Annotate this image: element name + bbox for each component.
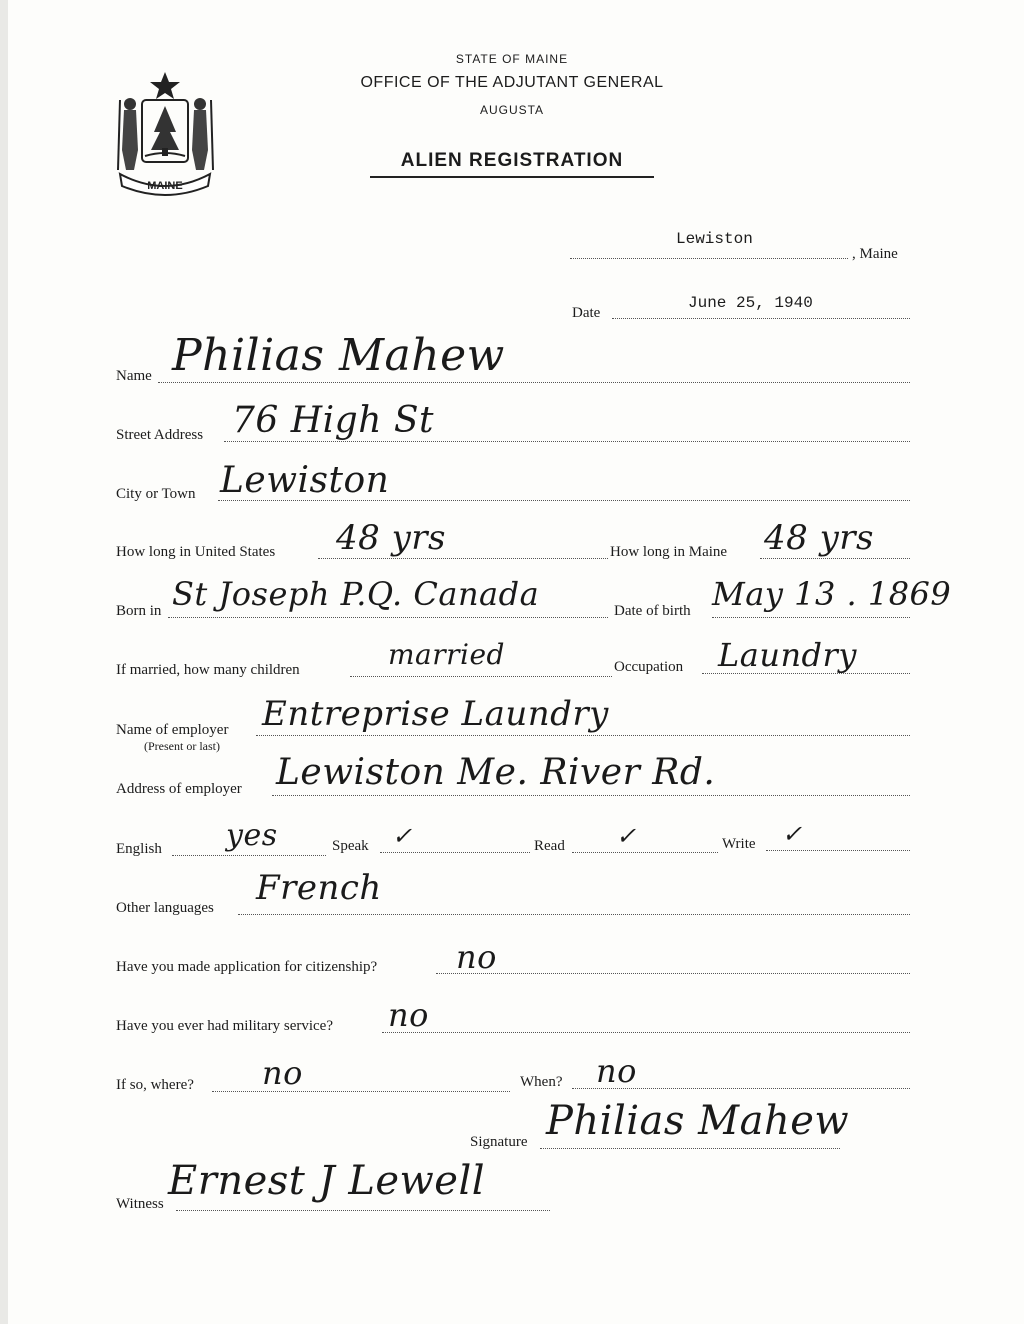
occupation-value: Laundry (718, 636, 857, 674)
children-label: If married, how many children (116, 662, 300, 678)
signature-value: Philias Mahew (546, 1098, 850, 1144)
citizenship-value: no (456, 938, 497, 976)
street-label: Street Address (116, 427, 204, 443)
born-value: St Joseph P.Q. Canada (172, 575, 540, 613)
when-label: When? (520, 1074, 563, 1090)
me-years-value: 48 yrs (764, 518, 874, 558)
employer-address-label: Address of employer (116, 781, 242, 797)
place-suffix: , Maine (852, 246, 898, 262)
children-value: married (388, 638, 505, 671)
read-line (572, 852, 718, 853)
other-languages-value: French (256, 868, 382, 908)
me-years-line (760, 558, 910, 559)
citizenship-line (436, 973, 910, 974)
speak-value: ✓ (392, 822, 413, 850)
military-value: no (388, 996, 429, 1034)
date-label: Date (572, 305, 601, 321)
children-line (350, 676, 612, 677)
born-line (168, 617, 608, 618)
occupation-label: Occupation (614, 659, 684, 675)
title-underline (370, 176, 654, 178)
english-line (172, 855, 326, 856)
read-label: Read (534, 838, 565, 854)
us-years-value: 48 yrs (336, 518, 446, 558)
street-value: 76 High St (232, 400, 434, 441)
city-heading: AUGUSTA (479, 103, 545, 117)
english-label: English (116, 841, 162, 857)
employer-sublabel: (Present or last) (144, 739, 220, 753)
employer-value: Entreprise Laundry (262, 694, 609, 734)
street-line (224, 441, 910, 442)
where-value: no (262, 1054, 303, 1092)
seal-text: MAINE (147, 180, 183, 192)
dob-line (712, 617, 910, 618)
witness-value: Ernest J Lewell (168, 1158, 486, 1204)
employer-label: Name of employer (116, 722, 229, 738)
employer-line (256, 735, 910, 736)
where-label: If so, where? (116, 1077, 194, 1093)
dob-value: May 13 . 1869 (712, 575, 952, 613)
when-line (572, 1088, 910, 1089)
us-years-label: How long in United States (116, 544, 276, 560)
speak-line (380, 852, 530, 853)
name-value: Philias Mahew (172, 330, 505, 381)
city-label: City or Town (116, 486, 196, 502)
english-value: yes (226, 818, 278, 853)
citizenship-label: Have you made application for citizenship? (116, 959, 378, 975)
witness-label: Witness (116, 1196, 164, 1212)
signature-line (540, 1148, 840, 1149)
write-label: Write (722, 836, 756, 852)
speak-label: Speak (332, 838, 369, 854)
signature-label: Signature (470, 1134, 528, 1150)
state-heading: STATE OF MAINE (455, 52, 569, 66)
city-line (218, 500, 910, 501)
employer-address-line (272, 795, 910, 796)
other-languages-line (238, 914, 910, 915)
us-years-line (318, 558, 608, 559)
place-line (570, 258, 848, 259)
name-label: Name (116, 368, 152, 384)
maine-state-seal (112, 70, 218, 198)
date-value: June 25, 1940 (688, 294, 813, 312)
when-value: no (596, 1052, 637, 1090)
occupation-line (702, 673, 910, 674)
place-value: Lewiston (676, 230, 753, 248)
other-languages-label: Other languages (116, 900, 214, 916)
name-line (158, 382, 910, 383)
write-value: ✓ (782, 820, 803, 848)
read-value: ✓ (616, 822, 637, 850)
where-line (212, 1091, 510, 1092)
military-line (382, 1032, 910, 1033)
me-years-label: How long in Maine (610, 544, 728, 560)
witness-line (176, 1210, 550, 1211)
dob-label: Date of birth (614, 603, 691, 619)
born-label: Born in (116, 603, 162, 619)
military-label: Have you ever had military service? (116, 1018, 333, 1034)
office-heading: OFFICE OF THE ADJUTANT GENERAL (360, 74, 664, 91)
form-title: ALIEN REGISTRATION (400, 150, 624, 171)
scan-edge (0, 0, 8, 1324)
write-line (766, 850, 910, 851)
date-line (612, 318, 910, 319)
city-value: Lewiston (220, 460, 390, 501)
employer-address-value: Lewiston Me. River Rd. (276, 752, 716, 793)
